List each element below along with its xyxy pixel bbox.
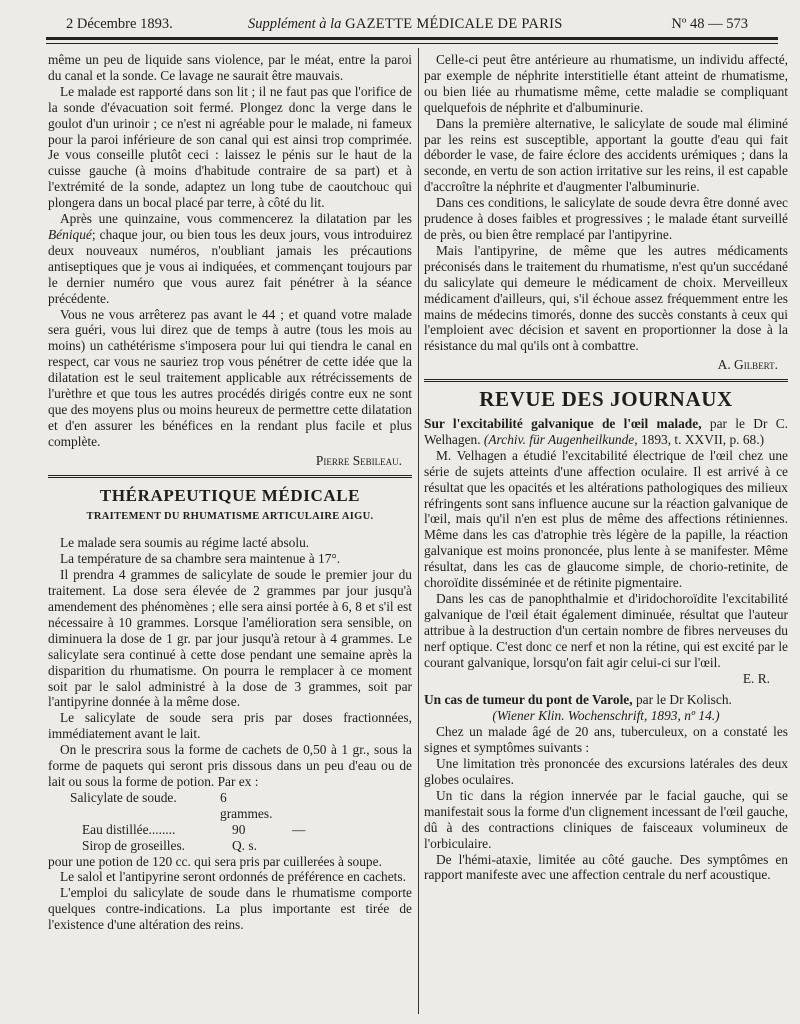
italic-term: Béniqué [48,226,92,242]
page-header [48,16,770,34]
article-title: Un cas de tumeur du pont de Varole, [424,692,633,708]
paragraph: De l'hémi-ataxie, limitée au côté gauche. Des symptômes en rapport manifeste avec une affection centrale du nerf acoustique. [424,851,788,883]
paragraph: La température de sa chambre sera maintenue à 17°. [60,551,341,567]
text-run: Après une quinzaine, vous commencerez la dilatation par les [60,211,412,227]
article-heading [424,416,788,448]
right-column [424,52,788,883]
section-rule [424,381,788,382]
article-source: (Archiv. für Augenheilkunde, [483,431,638,447]
recipe-ingredient: Eau distillée........ [82,821,176,837]
paragraph: Mais l'antipyrine, de même que les autres médicaments préconisés dans le traitement du rhumatisme, n'est qu'un succédané du salicylate qui demeure le médicament de choix. Merveilleux médicament d'ailleurs, qui, s'il échoue assez fréquemment entre les mains de médecins timorés, donne des succès constants à ceux qui l'emploient avec décision et savent en proportionner la dose à la résistance du mal qu'ils ont à combattre. [424,242,788,354]
paragraph: Dans la première alternative, le salicylate de soude mal éliminé par les reins est susceptible, apportant la goutte d'eau qui fait déborder le vase, de faire éclore des accidents urémiques ; dans la seconde, en vertu de son action irritative sur les reins, il est capable d'accroître la néphrite et d'augmenter l'albuminurie. [424,115,788,195]
recipe-quantity: Q. s. [232,837,257,853]
column-divider [418,48,419,1014]
article-author: par le Dr Kolisch. [632,692,732,708]
article-source-line [424,708,788,724]
header-supplement: Supplément [248,16,316,32]
header-journal-title [248,16,563,33]
paragraph: L'emploi du salicylate de soude dans le rhumatisme comporte quelques contre-indications. La plus importante est tirée de l'existence d'une altération des reins. [48,885,412,933]
paragraph: M. Velhagen a étudié l'excitabilité électrique de l'œil chez une série de sujets atteints d'une affection oculaire. Il est arrivé à ce résultat que les opacités et les altérations pathologiques des milieux réfringents sont sans influence aucune sur la réaction galvanique de l'œil, mais qu'il n'en est plus de même des affections rétiniennes. Même dans les cas d'atrophie très légère de la papille, la réaction galvanique est moins prononcée, plus lente à se manifester. Même résultat, dans les cas de glaucome simple, de chorio-retinite, de choroïdite disséminée et de rétinite pigmentaire. [424,447,788,591]
paragraph: Une limitation très prononcée des excursions latérales des deux globes oculaires. [424,756,788,787]
article-heading [424,692,788,708]
paragraph: Le malade est rapporté dans son lit ; il ne faut pas que l'orifice de la sonde d'évacuation soit fermé. Plongez donc la verge dans le goulot d'un urinoir ; ce n'est ni agréable pour le malade, ni fameux pour la paroi inférieure de son canal qui est ainsi trop comprimée. Je vous conseille plutôt ceci : laissez le pénis sur le haut de la cuisse gauche (à moins d'habitude contraire de sa part) et à l'extrémité de la sonde, adaptez un long tube de caoutchouc qui plongera dans un bocal placé par terre, à côté du lit. [48,83,412,211]
article-author: par le Dr C. Welhagen. [424,416,789,447]
article-initials: E. R. [742,670,770,686]
paragraph [48,211,412,306]
recipe-ingredient: Salicylate de soude. [70,789,177,805]
recipe-unit: — [292,821,306,837]
recipe-quantity: 6 grammes. [220,789,273,821]
header-la: la [330,16,342,32]
text-run: ; chaque jour, ou bien tous les deux jours, vous introduirez deux nouveaux numéros, n'oubliant jamais les précautions antiseptiques que je vous ai indiquées, et commençant toujours par le dernier numéro que vous aurez fait pénétrer à la séance précédente. [48,226,412,306]
section-rule [424,379,788,380]
recipe-line [48,838,412,854]
section-title: REVUE DES JOURNAUX [479,387,733,412]
paragraph: Dans les cas de panophthalmie et d'iridochoroïdite l'excitabilité galvanique de l'œil était également diminuée, résultat que l'auteur attribue à la destruction d'un certain nombre de fibres nerveuses du nerf optique. C'est donc ce nerf et non la rétine, qui est excité par le courant galvanique, lorsqu'on fait agir celui-ci sur l'œil. [424,591,788,670]
recipe-line [48,790,412,822]
article-source: (Wiener Klin. Wochenschrift, [492,708,648,724]
paragraph: Dans ces conditions, le salicylate de soude devra être donné avec prudence à doses faibles et progressives ; le malade étant surveillé de près, ou bien être remplacé par l'antipyrine. [424,195,788,242]
paragraph: pour une potion de 120 cc. qui sera pris par cuillerées à soupe. [48,853,382,869]
recipe-line [48,822,412,838]
paragraph: Le salol et l'antipyrine seront ordonnés de préférence en cachets. [60,869,406,885]
paragraph: Un tic dans la région innervée par le facial gauche, qui se manifestait sous la forme d'un clignement incessant de l'œil gauche, dû à des contractions cliniques de faisceaux volumineux de l'orbiculaire. [424,787,788,851]
header-gazette: GAZETTE MÉDICALE DE PARIS [345,16,563,32]
paragraph: Chez un malade âgé de 20 ans, tuberculeux, on a constaté les signes et symptômes suivants : [424,724,788,756]
section-title: THÉRAPEUTIQUE MÉDICALE [99,485,361,505]
paragraph: même un peu de liquide sans violence, par le méat, entre la paroi du canal et la sonde. Ce lavage ne saurait être mauvais. [48,52,412,83]
header-rule-thin [46,43,778,44]
paragraph: Il prendra 4 grammes de salicylate de soude le premier jour du traitement. La dose sera élevée de 2 grammes par jour jusqu'à amendement des phénomènes ; elle sera ainsi portée à 6, 8 et s'il est nécessaire à 10 grammes. Lorsque l'amélioration sera sensible, on diminuera la dose de 1 gr. par jour jusqu'à retour à 4 grammes. Le salicylate sera continué à cette dose pendant une semaine après la disparition du rhumatisme. On pourra le remplacer à ce moment soit par le salol administré à la dose de 3 grammes, soit par l'antipyrine donnée à la même dose. [48,567,412,710]
recipe-quantity: 90 [232,821,246,837]
author-signature: A. Gilbert. [717,357,778,373]
article-source-details: 1893, t. XXVII, p. 68.) [637,431,765,447]
paragraph: Le malade sera soumis au régime lacté absolu. [60,535,310,551]
article-source-details: 1893, nº 14.) [647,708,720,724]
author-signature: Pierre Sebileau. [315,452,402,468]
section-subtitle: TRAITEMENT DU RHUMATISME ARTICULAIRE AIGU. [86,511,374,523]
section-rule [48,477,412,478]
header-date: 2 Décembre 1893. [66,16,173,32]
article-title: Sur l'excitabilité galvanique de l'œil malade, [424,416,702,432]
paragraph: Vous ne vous arrêterez pas avant le 44 ; et quand votre malade sera guéri, vous lui direz que de temps à autre (tous les mois au moins) un cathétérisme s'imposera pour lui qui tiendra le canal en respect, car vous ne sauriez trop vous pénétrer de cette idée que la dilatation est le seul traitement applicable aux rétrécissements de l'urèthre et que tous les autres procédés dirigés contre eux ne sont que des moyens plus ou moins heureux de permettre cette dilatation et d'en assurer les bénéfices en la rendant plus facile et plus complète. [48,306,412,449]
header-a: à [319,16,327,32]
paragraph: On le prescrira sous la forme de cachets de 0,50 à 1 gr., sous la forme de paquets qui seront pris dissous dans un peu d'eau ou de lait ou sous la forme de potion. Par ex : [48,742,412,789]
recipe-ingredient: Sirop de groseilles. [82,837,186,853]
section-rule [48,475,412,476]
left-column [48,52,412,933]
paragraph: Le salicylate de soude sera pris par doses fractionnées, immédiatement avant le lait. [48,710,412,742]
header-rule-thick [46,37,778,40]
header-page-number: Nº 48 — 573 [671,16,748,32]
paragraph: Celle-ci peut être antérieure au rhumatisme, un individu affecté, par exemple de néphrite interstitielle étant atteint de rhumatisme, ou bien liée au rhumatisme même, cette maladie se compliquant quelquefois de néphrite et d'albuminurie. [424,52,788,115]
